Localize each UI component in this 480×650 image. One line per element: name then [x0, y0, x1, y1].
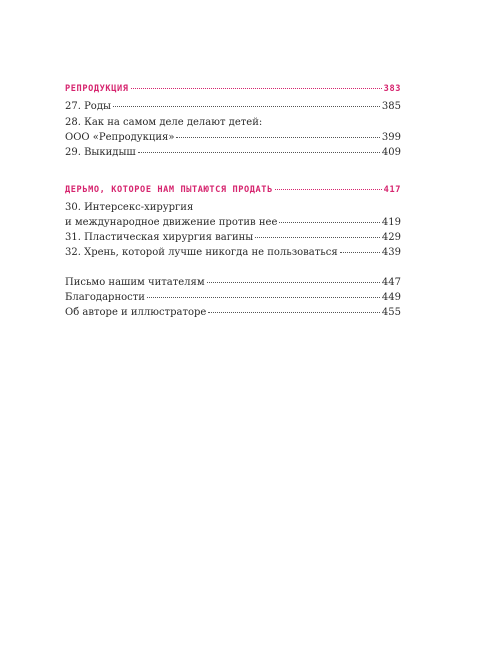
dot-leader — [207, 282, 380, 283]
dot-leader — [113, 106, 380, 107]
dot-leader — [176, 137, 379, 138]
dot-leader — [138, 152, 380, 153]
entry-title: Благодарности — [65, 292, 145, 303]
dot-leader — [340, 252, 380, 253]
section-title: РЕПРОДУКЦИЯ — [65, 84, 129, 94]
section-page-number: 383 — [383, 84, 401, 94]
entry-page-number: 419 — [381, 217, 401, 228]
dot-leader — [279, 222, 380, 223]
entry-title: и международное движение против нее — [65, 217, 278, 228]
toc-entry[interactable] — [65, 100, 401, 113]
entry-title: 29. Выкидыш — [65, 147, 136, 158]
dot-leader — [255, 237, 380, 238]
toc-entry[interactable] — [65, 131, 401, 144]
toc-entry[interactable] — [65, 216, 401, 229]
toc-entry[interactable] — [65, 291, 401, 304]
dot-leader — [208, 312, 380, 313]
entry-title-line[interactable]: 30. Интерсекс-хирургия — [65, 202, 194, 213]
toc-entry[interactable] — [65, 306, 401, 319]
toc-entry[interactable] — [65, 276, 401, 289]
entry-page-number: 399 — [381, 132, 401, 143]
entry-title: 27. Роды — [65, 101, 111, 112]
entry-page-number: 447 — [381, 277, 401, 288]
entry-title: Письмо нашим читателям — [65, 277, 205, 288]
dot-leader — [275, 189, 382, 190]
toc-entry[interactable] — [65, 231, 401, 244]
section-title: ДЕРЬМО, КОТОРОЕ НАМ ПЫТАЮТСЯ ПРОДАТЬ — [65, 185, 273, 195]
toc-entry[interactable] — [65, 146, 401, 159]
entry-title: 31. Пластическая хирургия вагины — [65, 232, 254, 243]
entry-page-number: 449 — [381, 292, 401, 303]
entry-title: ООО «Репродукция» — [65, 132, 175, 143]
toc-entry[interactable] — [65, 246, 401, 259]
entry-title-line[interactable]: 28. Как на самом деле делают детей: — [65, 117, 263, 128]
section-heading-products[interactable] — [65, 185, 401, 195]
section-page-number: 417 — [383, 185, 401, 195]
entry-page-number: 429 — [381, 232, 401, 243]
dot-leader — [131, 88, 382, 89]
entry-page-number: 439 — [381, 247, 401, 258]
entry-page-number: 455 — [381, 307, 401, 318]
entry-title: Об авторе и иллюстраторе — [65, 307, 207, 318]
dot-leader — [147, 297, 380, 298]
entry-page-number: 385 — [381, 101, 401, 112]
entry-title: 32. Хрень, которой лучше никогда не пользоваться — [65, 247, 338, 258]
section-heading-reproduction[interactable] — [65, 84, 401, 94]
entry-page-number: 409 — [381, 147, 401, 158]
